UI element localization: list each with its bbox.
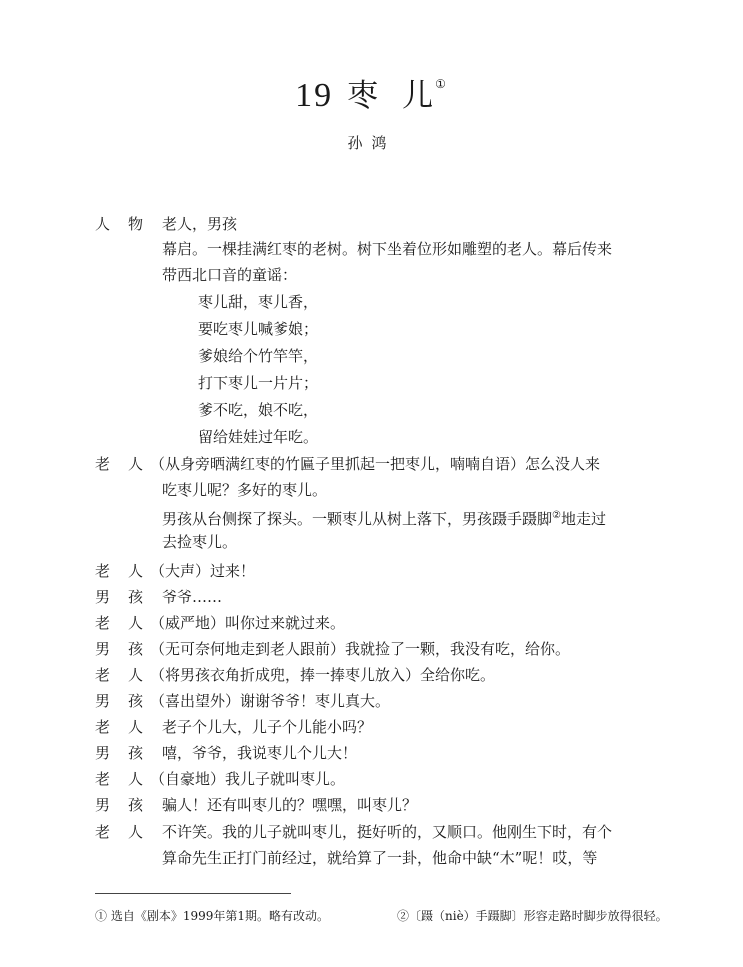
dialogue-text: （威严地）叫你过来就过来。 — [150, 614, 346, 632]
dialogue-line: 算命先生正打门前经过，就给算了一卦，他命中缺“木”呢！哎，等 — [162, 849, 598, 867]
dialogue-line: 老 人 不许笑。我的儿子就叫枣儿，挺好听的，又顺口。他刚生下时，有个 — [0, 819, 743, 845]
dialogue-line: 老 人 （威严地）叫你过来就过来。 — [0, 610, 743, 636]
dialogue-line: 男 孩 （喜出望外）谢谢爷爷！枣儿真大。 — [0, 688, 743, 714]
dialogue-text: （喜出望外）谢谢爷爷！枣儿真大。 — [150, 692, 391, 710]
cast-line: 人 物 老人，男孩 — [0, 211, 743, 237]
song-line: 爹不吃，娘不吃， — [198, 401, 319, 419]
dialogue-line: 吃枣儿呢？多好的枣儿。 — [162, 481, 328, 499]
footnote-divider — [95, 893, 291, 894]
dialogue-line: 老 人 （从身旁晒满红枣的竹匾子里抓起一把枣儿，喃喃自语）怎么没人来 — [0, 451, 743, 477]
lesson-number: 19 — [295, 77, 334, 114]
dialogue-text: 老子个儿大，儿子个儿能小吗？ — [162, 718, 373, 736]
song-line: 爹娘给个竹竿竿， — [198, 347, 319, 365]
dialogue-line: 老 人 （大声）过来！ — [0, 558, 743, 584]
footnote-mark: ② — [552, 510, 561, 521]
dialogue-text: （从身旁晒满红枣的竹匾子里抓起一把枣儿，喃喃自语）怎么没人来 — [150, 455, 601, 473]
dialogue-line: 男 孩 骗人！还有叫枣儿的？嘿嘿，叫枣儿？ — [0, 792, 743, 818]
stage-direction-line: 去捡枣儿。 — [162, 533, 238, 551]
dialogue-text: 不许笑。我的儿子就叫枣儿，挺好听的，又顺口。他刚生下时，有个 — [162, 823, 613, 841]
dialogue-line: 男 孩 （无可奈何地走到老人跟前）我就捡了一颗，我没有吃，给你。 — [0, 636, 743, 662]
dialogue-line: 老 人 （自豪地）我儿子就叫枣儿。 — [0, 766, 743, 792]
stage-direction-line: 男孩从台侧探了探头。一颗枣儿从树上落下，男孩蹑手蹑脚②地走过 — [162, 510, 606, 528]
dialogue-line: 男 孩 爷爷…… — [0, 584, 743, 610]
stage-direction-line: 幕启。一棵挂满红枣的老树。树下坐着位形如雕塑的老人。幕后传来 — [162, 240, 613, 258]
title-footnote-mark: ① — [435, 77, 448, 91]
song-line: 打下枣儿一片片； — [198, 374, 319, 392]
title-char-2: 儿 — [402, 78, 436, 114]
song-line: 要吃枣儿喊爹娘； — [198, 320, 319, 338]
song-line: 枣儿甜，枣儿香， — [198, 293, 319, 311]
title-char-1: 枣 — [347, 78, 381, 114]
dialogue-text: 爷爷…… — [162, 588, 223, 606]
author: 孙鸿 — [347, 134, 396, 152]
dialogue-text: （大声）过来！ — [150, 562, 256, 580]
dialogue-text: （自豪地）我儿子就叫枣儿。 — [150, 770, 346, 788]
page-title — [0, 70, 743, 115]
footnote-2: ②〔蹑（niè）手蹑脚〕形容走路时脚步放得很轻。 — [397, 909, 668, 923]
cast-text: 老人，男孩 — [162, 215, 238, 233]
dialogue-text: （无可奈何地走到老人跟前）我就捡了一颗，我没有吃，给你。 — [150, 640, 571, 658]
stage-direction-line: 带西北口音的童谣： — [162, 266, 298, 284]
dialogue-text: 骗人！还有叫枣儿的？嘿嘿，叫枣儿？ — [162, 796, 418, 814]
dialogue-text: 嘻，爷爷，我说枣儿个儿大！ — [162, 744, 358, 762]
dialogue-line: 老 人 老子个儿大，儿子个儿能小吗？ — [0, 714, 743, 740]
footnote-1: ① 选自《剧本》1999年第1期。略有改动。 — [95, 909, 329, 923]
dialogue-line: 老 人 （将男孩衣角折成兜，捧一捧枣儿放入）全给你吃。 — [0, 662, 743, 688]
dialogue-text: （将男孩衣角折成兜，捧一捧枣儿放入）全给你吃。 — [150, 666, 496, 684]
song-line: 留给娃娃过年吃。 — [198, 428, 319, 446]
dialogue-line: 男 孩 嘻，爷爷，我说枣儿个儿大！ — [0, 740, 743, 766]
